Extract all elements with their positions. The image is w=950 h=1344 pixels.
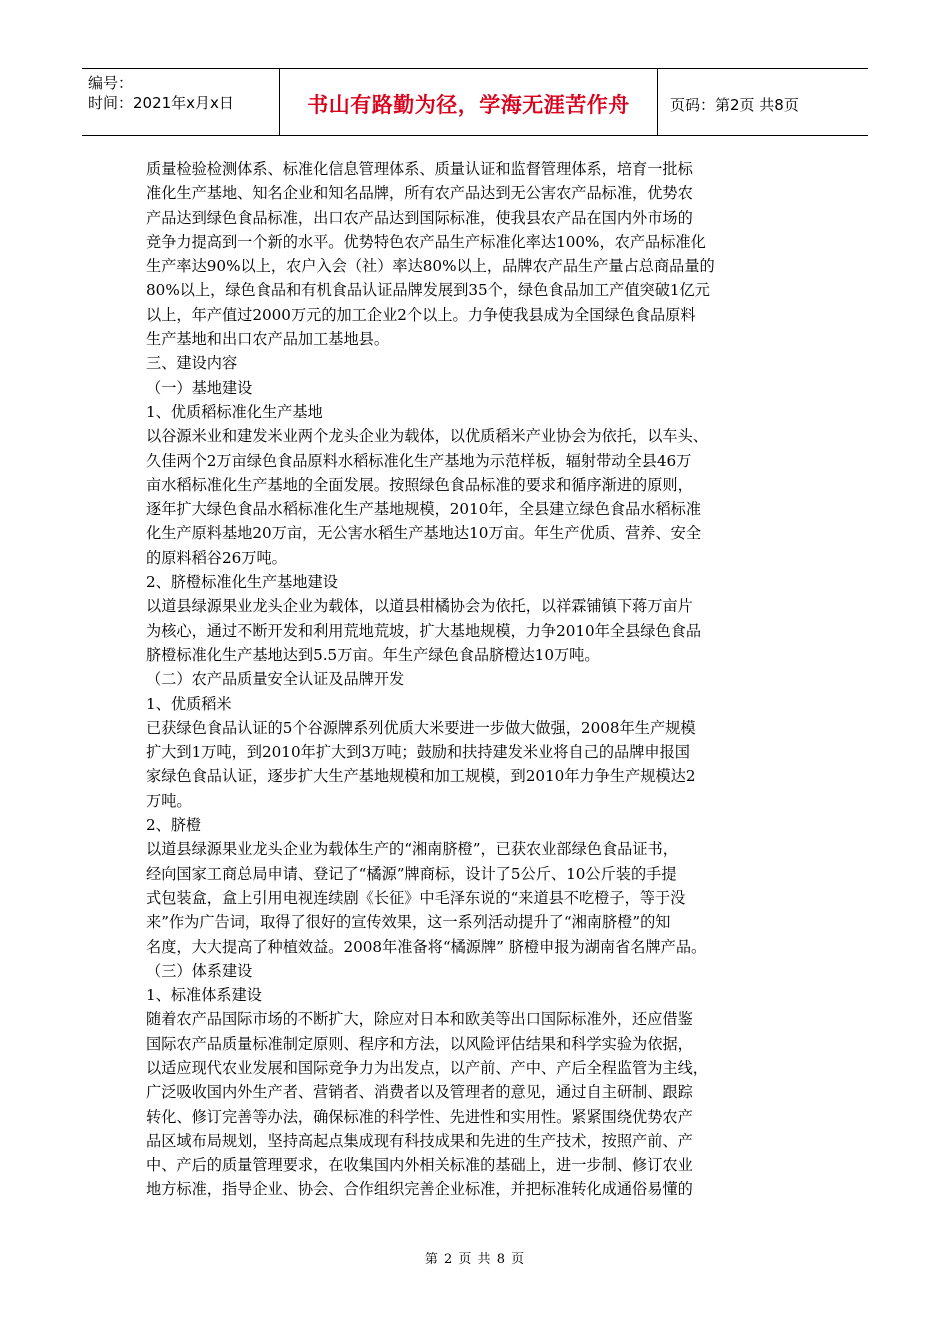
body-line: （一）基地建设 [146,378,253,397]
body-line: 扩大到1万吨，到2010年扩大到3万吨；鼓励和扶持建发米业将自己的品牌申报国 [146,743,690,762]
body-line: 品区域布局规划，坚持高起点集成现有科技成果和先进的生产技术，按照产前、产 [146,1131,693,1150]
body-line: 转化、修订完善等办法，确保标准的科学性、先进性和实用性。紧紧围绕优势农产 [146,1107,693,1126]
body-line: 化生产原料基地20万亩，无公害水稻生产基地达10万亩。年生产优质、营养、安全 [146,524,702,543]
body-line: 以谷源米业和建发米业两个龙头企业为载体，以优质稻米产业协会为依托，以车头、 [146,427,708,446]
page-header [82,68,868,136]
body-line: 以适应现代农业发展和国际竞争力为出发点，以产前、产中、产后全程监管为主线， [146,1058,708,1077]
header-motto: 书山有路勤为径，学海无涯苦作舟 [280,69,658,135]
body-line: 三、建设内容 [146,354,238,373]
body-line: （三）体系建设 [146,961,253,980]
body-line: 名度，大大提高了种植效益。2008年准备将“橘源牌” 脐橙申报为湖南省名牌产品。 [146,937,707,956]
body-line: 万吨。 [146,791,192,810]
body-line: 竞争力提高到一个新的水平。优势特色农产品生产标准化率达100%，农产品标准化 [146,232,706,251]
body-line: 广泛吸收国内外生产者、营销者、消费者以及管理者的意见，通过自主研制、跟踪 [146,1083,693,1102]
body-line: 的原料稻谷26万吨。 [146,548,287,567]
body-line: 质量检验检测体系、标准化信息管理体系、质量认证和监督管理体系，培育一批标 [146,160,693,178]
body-line: 来”作为广告词，取得了很好的宣传效果，这一系列活动提升了“湘南脐橙”的知 [146,913,671,932]
body-line: 逐年扩大绿色食品水稻标准化生产基地规模，2010年，全县建立绿色食品水稻标准 [146,500,702,519]
body-line: （二）农产品质量安全认证及品牌开发 [146,670,405,689]
body-line: 以道县绿源果业龙头企业为载体生产的“湘南脐橙”，已获农业部绿色食品证书， [146,840,678,859]
body-line: 经向国家工商总局申请、登记了“橘源”牌商标，设计了5公斤、10公斤装的手提 [146,864,677,883]
body-line: 生产基地和出口农产品加工基地县。 [146,330,389,349]
header-meta [82,69,280,135]
body-line: 80%以上，绿色食品和有机食品认证品牌发展到35个，绿色食品加工产值突破1亿元 [146,281,710,300]
header-page-number: 页码：第2页 共8页 [670,95,799,114]
body-line: 国际农产品质量标准制定原则、程序和方法，以风险评估结果和科学实验为依据， [146,1034,693,1053]
body-line: 为核心，通过不断开发和利用荒地荒坡，扩大基地规模，力争2010年全县绿色食品 [146,621,702,640]
document-body [146,157,816,1202]
body-line: 式包装盒，盒上引用电视连续剧《长征》中毛泽东说的“来道县不吃橙子，等于没 [146,888,686,907]
body-line: 2、脐橙 [146,816,202,835]
body-line: 产品达到绿色食品标准，出口农产品达到国际标准，使我县农产品在国内外市场的 [146,208,693,227]
document-date-label: 时间：2021年x月x日 [88,94,234,112]
body-line: 脐橙标准化生产基地达到5.5万亩。年生产绿色食品脐橙达10万吨。 [146,645,600,664]
document-number-label: 编号： [88,74,134,92]
body-line: 地方标准，指导企业、协会、合作组织完善企业标准，并把标准转化成通俗易懂的 [146,1180,693,1199]
body-line: 随着农产品国际市场的不断扩大，除应对日本和欧美等出口国际标准外，还应借鉴 [146,1010,693,1029]
body-line: 1、标准体系建设 [146,986,262,1005]
body-line: 生产率达90%以上，农户入会（社）率达80%以上，品牌农产品生产量占总商品量的 [146,257,715,276]
body-line: 中、产后的质量管理要求，在收集国内外相关标准的基础上，进一步制、修订农业 [146,1156,693,1175]
body-line: 亩水稻标准化生产基地的全面发展。按照绿色食品标准的要求和循序渐进的原则， [146,475,693,494]
body-line: 以道县绿源果业龙头企业为载体，以道县柑橘协会为依托，以祥霖铺镇下蒋万亩片 [146,597,693,616]
body-line: 家绿色食品认证，逐步扩大生产基地规模和加工规模，到2010年力争生产规模达2 [146,767,696,786]
body-line: 2、脐橙标准化生产基地建设 [146,573,338,592]
body-line: 准化生产基地、知名企业和知名品牌，所有农产品达到无公害农产品标准，优势农 [146,184,693,203]
body-line: 已获绿色食品认证的5个谷源牌系列优质大米要进一步做大做强，2008年生产规模 [146,718,696,737]
body-line: 以上，年产值过2000万元的加工企业2个以上。力争使我县成为全国绿色食品原料 [146,305,696,324]
page-footer: 第 2 页 共 8 页 [424,1252,526,1267]
body-line: 久佳两个2万亩绿色食品原料水稻标准化生产基地为示范样板，辐射带动全县46万 [146,451,692,470]
body-line: 1、优质稻米 [146,694,232,713]
body-line: 1、优质稻标准化生产基地 [146,402,323,421]
